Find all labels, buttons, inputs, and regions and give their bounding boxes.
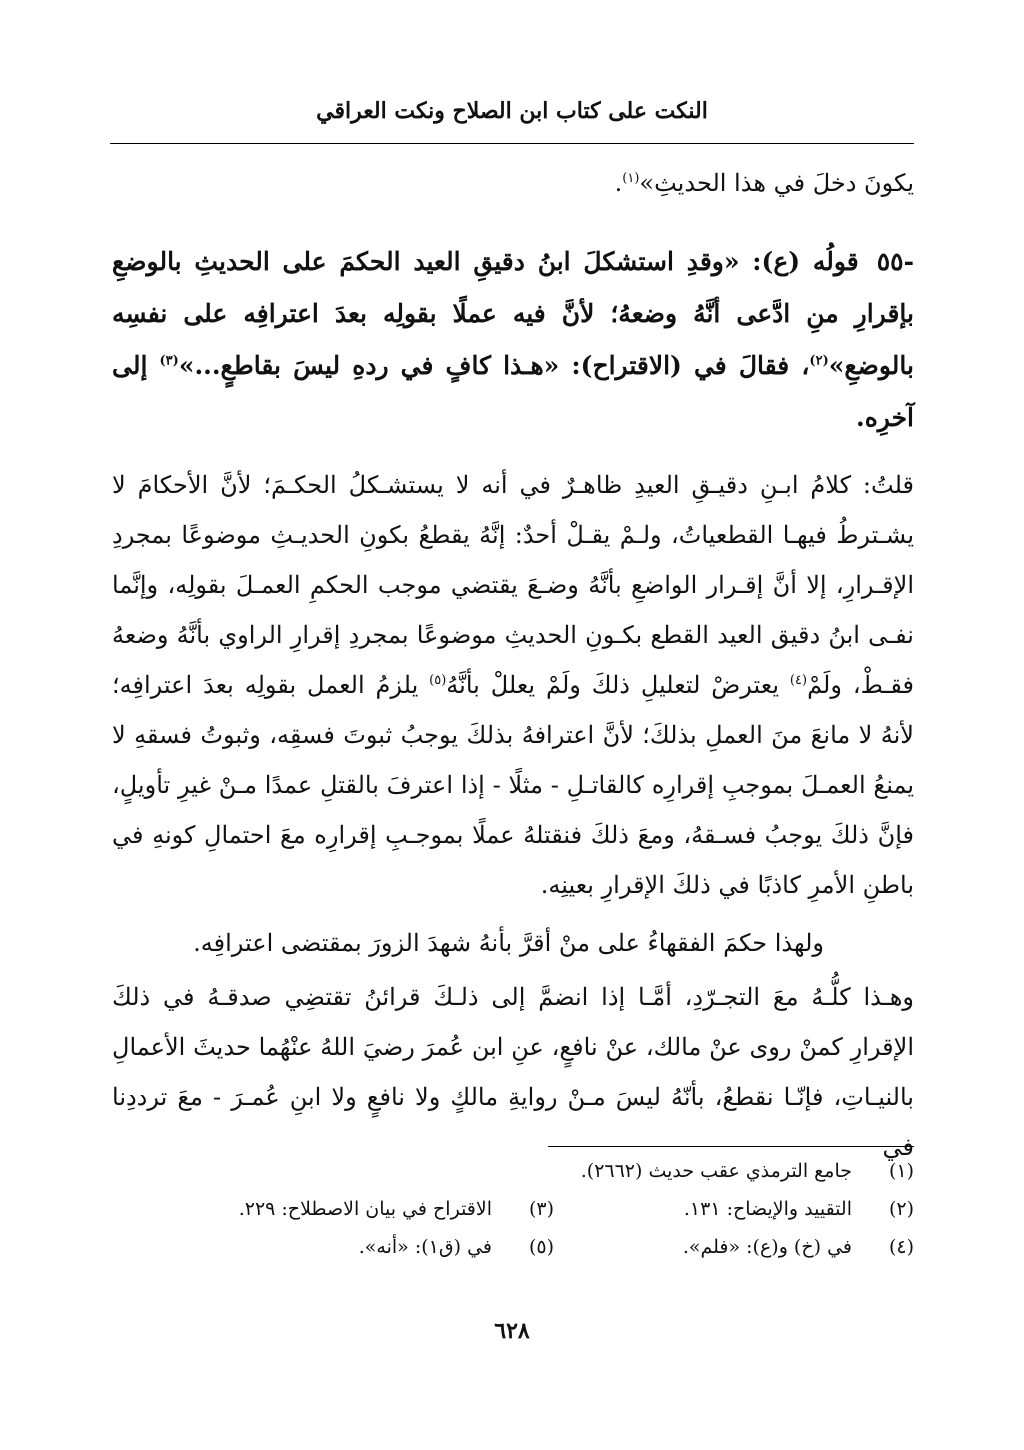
- paragraph-qultu-part-1: قلتُ: كلامُ ابـنِ دقيـقِ العيدِ ظاهـرٌ في أنه لا يستشـكلُ الحكـمَ؛ لأنَّ الأحكامَ لا يشـترطُ فيهـا القطعياتُ، ولـمْ يقـلْ أحدٌ: إنَّهُ يقطعُ بكونِ الحديـثِ موضوعًا بمجردِ الإقـرارِ، إلا أنَّ إقـرار الواضعِ بأنَّهُ وضـعَ يقتضي موجب الحكمِ العمـلَ بقولِه، وإنَّما نفـى ابنُ دقيق العيد القطع بكـونِ الحديثِ موضوعًا بمجردِ إقرارِ الراوي بأنَّهُ وضعهُ فقـطْ، ولَمْ: [112, 471, 914, 699]
- page-number: ٦٢٨: [494, 1318, 530, 1344]
- continuation-text: يكونَ دخلَ في هذا الحديثِ»: [639, 169, 914, 197]
- footnote-ref-5: (٥): [429, 673, 447, 688]
- footnote-rule: [548, 1146, 914, 1147]
- footnotes: [112, 1152, 914, 1266]
- footnote-4: [554, 1236, 914, 1258]
- paragraph-qultu-part-2: يعترضْ لتعليلِ ذلكَ ولَمْ يعللْ بأنَّهُ: [446, 671, 790, 699]
- footnote-row-3: [112, 1228, 914, 1266]
- footnote-3: [239, 1198, 554, 1220]
- footnote-1-number: (١): [888, 1160, 914, 1182]
- footnote-1-text: جامع الترمذي عقب حديث (٢٦٦٢).: [580, 1160, 852, 1182]
- paragraph-fuqaha: ولهذا حكمَ الفقهاءُ على منْ أقرَّ بأنهُ شهدَ الزورَ بمقتضى اعترافِه.: [193, 929, 824, 957]
- footnote-ref-4: (٤): [789, 673, 808, 688]
- footnote-2-number: (٢): [888, 1198, 914, 1220]
- footnote-row-2: [112, 1190, 914, 1228]
- footnote-1: [581, 1160, 914, 1182]
- footnote-4-number: (٤): [888, 1236, 914, 1258]
- footnote-ref-2: (٢): [809, 353, 829, 369]
- footnote-3-number: (٣): [528, 1198, 554, 1220]
- header-rule: [110, 143, 914, 144]
- entry-number: -٥٥: [876, 247, 914, 276]
- footnote-4-text: في (خ) و(ع): «فلم».: [682, 1236, 852, 1258]
- footnote-2-text: التقييد والإيضاح: ١٣١.: [683, 1198, 852, 1220]
- entry-55: [112, 236, 914, 444]
- footnote-5-number: (٥): [528, 1236, 554, 1258]
- footnote-5: [359, 1236, 554, 1258]
- paragraph-qultu-part-3: يلزمُ العمل بقولِه بعدَ اعترافِه؛ لأنهُ لا مانعَ منَ العملِ بذلكَ؛ لأنَّ اعترافهُ بذلكَ يوجبُ ثبوتَ فسقِه، وثبوتُ فسقهِ لا يمنعُ العمـلَ بموجبِ إقرارِه كالقاتـلِ - مثلًا - إذا اعترفَ بالقتلِ عمدًا مـنْ غيرِ تأويلٍ، فإنَّ ذلكَ يوجبُ فسـقهُ، ومعَ ذلكَ فنقتلهُ عملًا بموجـبِ إقرارِه معَ احتمالِ كونهِ في باطنِ الأمرِ كاذبًا في ذلكَ الإقرارِ بعينِه.: [112, 671, 915, 899]
- entry-iqtirah-quote: ، فقالَ في (الاقتراح): «هـذا كافٍ في ردهِ ليسَ بقاطعٍ...»: [178, 351, 810, 380]
- footnote-2: [554, 1198, 914, 1220]
- continuation-line: [112, 158, 914, 208]
- footnote-3-text: الاقتراح في بيان الاصطلاح: ٢٢٩.: [238, 1198, 492, 1220]
- running-title: النكت على كتاب ابن الصلاح ونكت العراقي: [316, 98, 708, 124]
- entry-ending: إلى آخرِه.: [112, 351, 914, 432]
- footnote-ref-1: (١): [622, 171, 640, 186]
- footnote-ref-3: (٣): [159, 353, 179, 369]
- entry-quote: قولُه (ع): «وقدِ استشكلَ ابنُ دقيقِ العيد الحكمَ على الحديثِ بالوضعِ بإقرارِ منِ ادَّعى أنَّهُ وضعهُ؛ لأنَّ فيه عملًا بقولِه بعدَ اعترافِه على نفسِه بالوضعِ»: [112, 247, 914, 380]
- continuation-end: .: [614, 169, 623, 197]
- footnote-5-text: في (ق١): «أنه».: [358, 1236, 492, 1258]
- paragraph-qultu: [112, 460, 914, 910]
- paragraph-tajarrud: وهـذا كلُّـهُ معَ التجـرّدِ، أمَّـا إذا انضمَّ إلى ذلـكَ قرائنُ تقتضِي صدقـهُ في ذلكَ الإقرارِ كمنْ روى عنْ مالك، عنْ نافعٍ، عنِ ابن عُمرَ رضيَ اللهُ عنْهُما حديثَ الأعمالِ بالنيـاتِ، فإنّـا نقطعُ، بأنّهُ ليسَ مـنْ روايةِ مالكٍ ولا نافعٍ ولا ابنِ عُمـرَ - معَ ترددِنا في: [112, 983, 914, 1161]
- footnote-row-1: [112, 1152, 914, 1190]
